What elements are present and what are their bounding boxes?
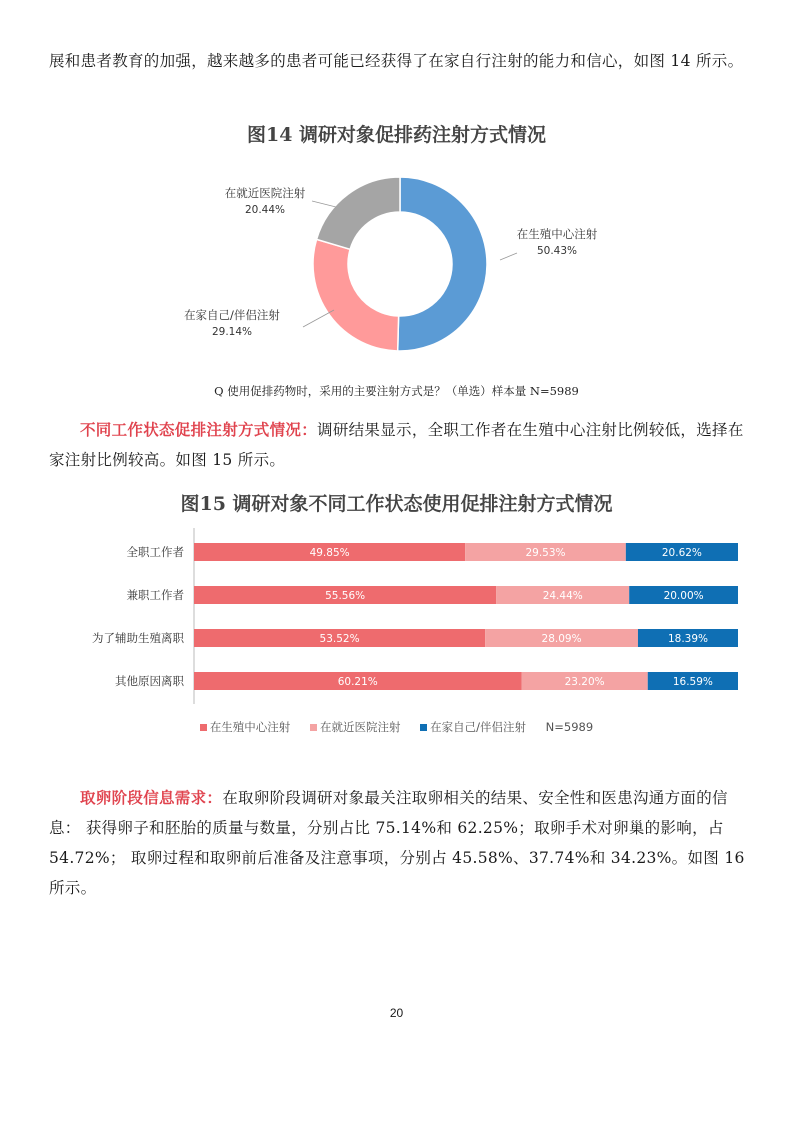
bar-value-label: 20.00% — [663, 590, 704, 602]
donut-value-0: 50.43% — [536, 245, 578, 257]
donut-value-1: 29.14% — [211, 326, 253, 338]
stacked-bar-chart — [0, 528, 793, 713]
legend-sample-size: N=5989 — [545, 720, 594, 734]
egg-retrieval-body: 在取卵阶段调研对象最关注取卵相关的结果、安全性和医患沟通方面的信息： 获得卵子和胚胎的质量与数量，分别占比 75.14%和 62.25%；取卵手术对卵巢的影响，占 54.72%； 取卵过程和取卵前后准备及注意事项，分别占 45.58%、37.74%和 34.23%。如图 16 所示。 — [49, 789, 745, 897]
figure14-caption: Q 使用促排药物时，采用的主要注射方式是？（单选）样本量 N=5989 — [214, 384, 579, 398]
egg-retrieval-paragraph — [49, 783, 749, 903]
figure14-title: 图14 调研对象促排药注射方式情况 — [246, 124, 547, 146]
bar-value-label: 29.53% — [525, 547, 566, 559]
bar-value-label: 55.56% — [325, 590, 366, 602]
legend-item-hospital: 在就近医院注射 — [310, 719, 401, 735]
donut-slice-0 — [398, 177, 487, 351]
donut-value-2: 20.44% — [244, 204, 286, 216]
bar-value-label: 16.59% — [672, 676, 713, 688]
donut-leader-1 — [303, 310, 334, 327]
donut-leader-0 — [500, 253, 517, 260]
bar-value-label: 60.21% — [337, 676, 378, 688]
work-status-heading: 不同工作状态促排注射方式情况： — [80, 420, 318, 439]
bar-category-label: 其他原因离职 — [115, 674, 184, 688]
bar-value-label: 53.52% — [319, 633, 360, 645]
work-status-body: 调研结果显示，全职工作者在生殖中心注射比例较低，选择在家注射比例较高。如图 15 所示。 — [49, 421, 744, 469]
donut-label-2: 在就近医院注射 — [224, 186, 306, 200]
bar-value-label: 18.39% — [667, 633, 709, 645]
figure15-title: 图15 调研对象不同工作状态使用促排注射方式情况 — [180, 493, 613, 515]
donut-label-1: 在家自己/伴侣注射 — [184, 308, 280, 322]
bar-value-label: 20.62% — [661, 547, 702, 559]
donut-chart — [0, 165, 793, 415]
work-status-paragraph — [49, 415, 749, 475]
bar-legend — [0, 719, 793, 735]
bar-category-label: 兼职工作者 — [126, 588, 184, 602]
donut-label-0: 在生殖中心注射 — [516, 227, 598, 241]
legend-item-center: 在生殖中心注射 — [200, 719, 291, 735]
donut-leader-2 — [312, 201, 336, 207]
page-number: 20 — [389, 1006, 404, 1020]
donut-slice-2 — [317, 177, 400, 249]
intro-paragraph: 展和患者教育的加强，越来越多的患者可能已经获得了在家自行注射的能力和信心，如图 14 所示。 — [49, 52, 744, 70]
bar-value-label: 24.44% — [542, 590, 583, 602]
bar-category-label: 全职工作者 — [126, 545, 184, 559]
legend-item-home: 在家自己/伴侣注射 — [420, 719, 526, 735]
bar-value-label: 23.20% — [564, 676, 605, 688]
donut-slice-1 — [313, 239, 399, 351]
bar-value-label: 49.85% — [309, 547, 350, 559]
bar-value-label: 28.09% — [541, 633, 582, 645]
bar-category-label: 为了辅助生殖离职 — [92, 631, 184, 645]
egg-retrieval-heading: 取卵阶段信息需求： — [80, 788, 223, 807]
